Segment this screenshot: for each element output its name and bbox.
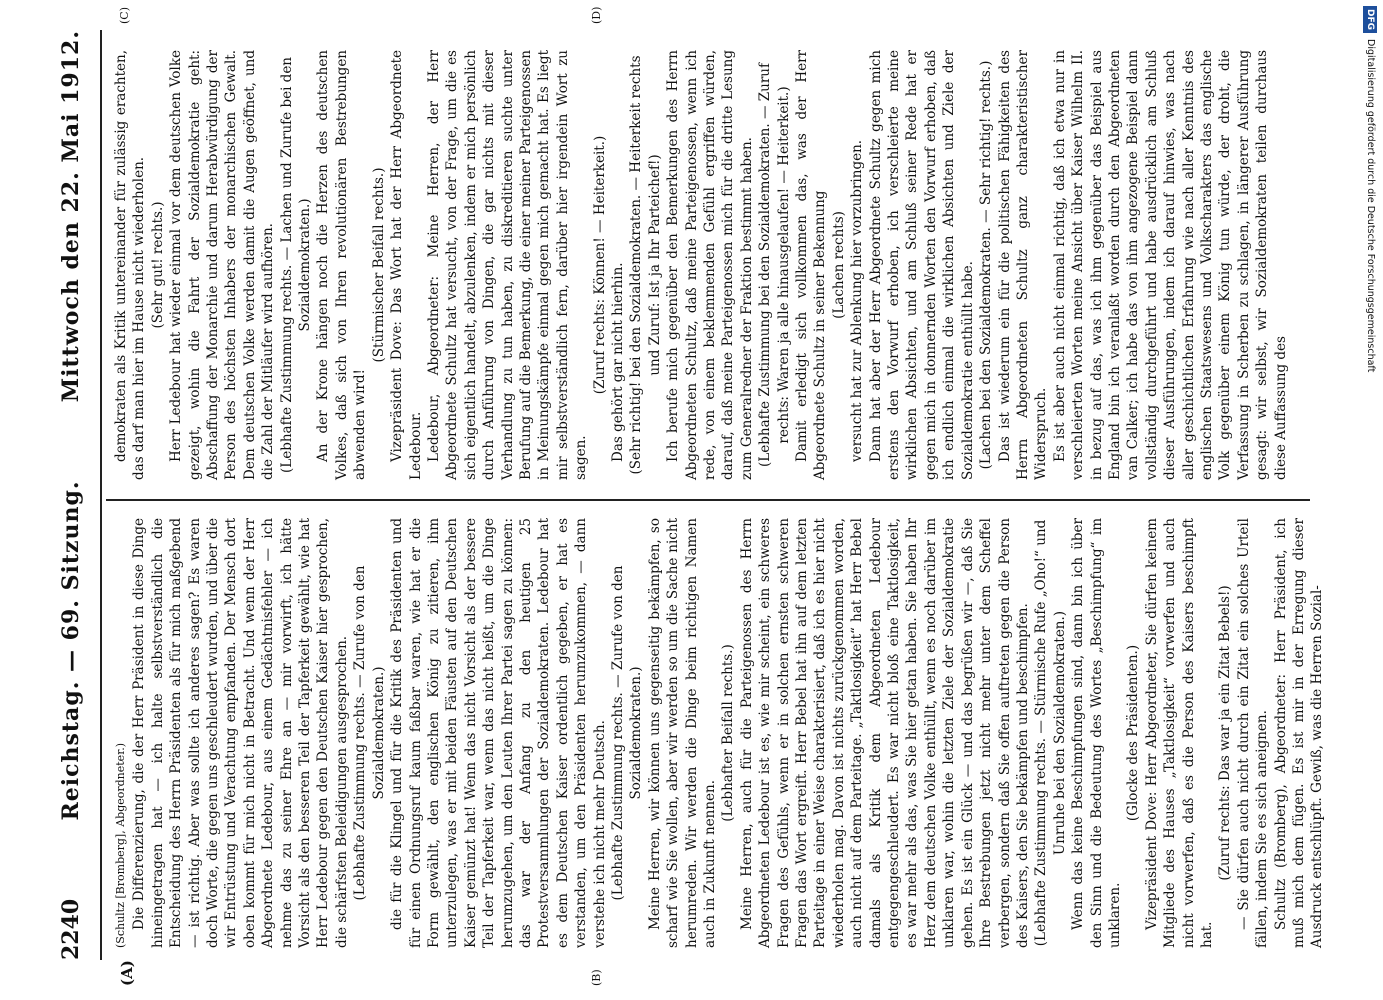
interjection: (Zuruf rechts: Können! — Heiterkeit.) xyxy=(591,135,608,395)
column-divider xyxy=(106,499,1310,501)
margin-mark-d: (D) xyxy=(590,6,603,24)
header-rule xyxy=(100,30,102,960)
interjection: (Lachen bei den Sozialdemokraten. — Sehr richtig! rechts.) xyxy=(978,60,995,470)
right-column xyxy=(112,50,1310,480)
paragraph: Ledebour, Abgeordneter: Meine Herren, der Herr Abgeordnete Schultz hat versucht, von der Frage, um die es sich eigentlich handelt, abzulenken, indem er mich persönlich durch Anführung von Dingen, die gar nichts mit dieser Verhandlung zu tun haben, zu diskreditieren suchte unter Berufung auf die Bemerkung, die einer meiner Parteigenossen in Meinungskämpfe einmal gegen mich gemacht hat. Es liegt mir selbstverständlich fern, darüber hier irgendein Wort zu sagen. xyxy=(425,50,590,480)
page-number: 2240 xyxy=(58,898,84,960)
paragraph: Meine Herren, wir können uns gegenseitig bekämpfen, so scharf wie Sie wollen, aber wir werden so um die Sache nicht herumreden. Wir werden die Dinge beim richtigen Namen auch in Zukunft nennen. xyxy=(646,518,718,948)
interjection: (Lebhafte Zustimmung rechts. — Zurufe von den Sozialdemokraten.) xyxy=(352,565,387,901)
paragraph: Es ist aber auch nicht einmal richtig, daß ich etwa nur in verschleierten Worten meine Ansicht über Kaiser Wilhelm II. in bezug auf das, was ich ihm gegenüber das Beispiel aus England bin ich veranlaßt worden durch den Abgeordneten van Calker; ich habe das von ihm angezogene Beispiel dann vollständig durchgeführt und habe ausdrücklich am Schluß dieser Ausführungen, indem ich darauf hinwies, was nach aller geschichtlichen Erfahrung wie nach aller Kenntnis des englischen Staatswesens und Volkscharakters das englische Volk gegenüber einem König tun würde, der droht, die Verfassung in Scherben zu schlagen, in längerer Ausführung gesagt: wir selbst, wir Sozialdemokraten teilen durchaus diese Auffassung des xyxy=(1051,50,1289,480)
paragraph: Wenn das keine Beschimpfungen sind, dann bin ich über den Sinn und die Bedeutung des Wortes „Beschimpfung“ im unklaren. xyxy=(1070,518,1123,948)
interjection: (Lebhafte Zustimmung rechts. — Zurufe von den Sozialdemokraten.) xyxy=(609,565,645,901)
session-date: Mittwoch den 22. Mai 1912. xyxy=(58,30,84,403)
funding-credit xyxy=(1361,6,1379,996)
paragraph: Das ist wiederum ein für die politischen Fähigkeiten des Herrn Abgeordneten Schultz ganz charakteristischer Widerspruch. xyxy=(996,50,1050,480)
paragraph: die für die Klingel und für die Kritik des Präsidenten und für einen Ordnungsruf kaum faßbar waren, wie hat er die Form gewählt, den englischen König zu zitieren, ihm unterzulegen, was er mit beiden Fäusten auf den Deutschen Kaiser gemünzt hat! Wenn das nicht Vorsicht als der bessere Teil der Tapferkeit war, wenn das nicht heißt, um die Dinge herumzugehen, um den Leuten Ihrer Partei sagen zu können: das war der Anfang zu den heutigen 25 Protestversammlungen der Sozialdemokraten. Ledebour hat es dem Deutschen Kaiser ordentlich gegeben, er hat es verstanden, um den Präsidenten herumzukommen, — dann verstehe ich nicht mehr Deutsch. xyxy=(389,518,608,948)
paragraph: Die Differenzierung, die der Herr Präsident in diese Dinge hineingetragen hat — ich halte selbstverständlich die Entscheidung des Herrn Präsidenten als für mich maßgebend — ist richtig. Aber was sollte ich anderes sagen? Es waren doch Worte, die gegen uns geschleudert wurden, und über die wir Entrüstung und Verachtung empfanden. Der Mensch dort oben kommt für mich nicht in Betracht. Und wenn der Herr Abgeordnete Ledebour, aus einem Gedächtnisfehler — ich nehme das zu seiner Ehre an — mir vorwirft, ich hätte Vorsicht als den besseren Teil der Tapferkeit gewählt, wie hat Herr Ledebour gegen den Deutschen Kaiser hier gesprochen, die schärfsten Beleidigungen ausgesprochen. xyxy=(131,518,350,948)
interjection: (Zuruf rechts: Das war ja ein Zitat Bebels!) xyxy=(1217,585,1234,881)
paragraph: Meine Herren, auch für die Parteigenossen des Herrn Abgeordneten Ledebour ist es, wie mir scheint, ein schweres Fragen des Gefühls, wenn er in solchen ernsten schweren Fragen das Wort ergreift. Herr Bebel hat ihn auf dem letzten Parteitage in einer Weise charakterisiert, daß ich es hier nicht wiederholen mag. Davon ist nichts zurückgenommen worden, auch nicht auf dem Parteitage. „Taktlosigkeit“ hat Herr Bebel damals als Kritik dem Abgeordneten Ledebour entgegengeschleudert. Es war nicht bloß eine Taktlosigkeit, es war mehr als das, was Sie hier getan haben. Sie haben Ihr Herz dem deutschen Volke enthüllt, wenn es noch darüber im unklaren war, wohin die letzten Ziele der Sozialdemokratie gehen. Es ist ein Glück — und das begrüßen wir —, daß Sie Ihre Bestrebungen jetzt nicht mehr unter dem Scheffel verbergen, sondern daß Sie offen auftreten gegen die Person des Kaisers, den Sie bekämpfen und beschimpfen. xyxy=(738,518,1031,948)
paragraph: Schultz (Bromberg), Abgeordneter: Herr Präsident, ich muß mich dem fügen. Es ist mir in der Erregung dieser Ausdruck entschlüpft. Gewiß, was die Herren Sozial- xyxy=(1272,518,1326,948)
paragraph: Das gehört gar nicht hierhin. xyxy=(609,262,626,462)
margin-mark-c: (C) xyxy=(118,7,131,24)
dfg-logo-icon: DFG xyxy=(1363,6,1377,33)
interjection: (Lebhafte Zustimmung rechts. — Lachen und Zurufe bei den Sozialdemokraten.) xyxy=(278,56,314,474)
interjection: (Lebhafte Zustimmung bei den Sozialdemokraten. — Zuruf rechts: Waren ja alle hinausgelaufen! — Heiterkeit.) xyxy=(757,63,792,467)
paragraph: An der Krone hängen noch die Herzen des deutschen Volkes, daß sich von Ihren revolutionären Bestrebungen abwenden wird! xyxy=(315,50,369,480)
interjection: (Sehr gut! rechts.) xyxy=(149,201,166,329)
paragraph: versucht hat zur Ablenkung hier vorzubringen. xyxy=(849,139,866,462)
page-header xyxy=(58,30,98,960)
paragraph: Damit erledigt sich vollkommen das, was der Herr Abgeordnete Schultz in seiner Bekennung xyxy=(794,50,829,480)
paragraph: Dann hat aber der Herr Abgeordnete Schultz gegen mich erstens den Vorwurf erhoben, ich verschleierte meine wirklichen Absichten, und am Schluß seiner Rede hat er gegen mich in donnernden Worten den Vorwurf erhoben, daß ich endlich einmal die wirklichen Absichten und Ziele der Sozialdemokratie enthüllt habe. xyxy=(867,50,976,480)
paragraph: Ich berufe mich gegenüber den Bemerkungen des Herrn Abgeordneten Schultz, daß meine Parteigenossen, wenn ich rede, von einem beklemmenden Gefühl ergriffen würden, darauf, daß meine Parteigenossen mich für die dritte Lesung zum Generalredner der Fraktion bestimmt haben. xyxy=(665,50,755,480)
paragraph: demokraten als Kritik untereinander für zulässig erachten, das darf man hier im Hause nicht wiederholen. xyxy=(113,50,148,480)
interjection: (Glocke des Präsidenten.) xyxy=(1125,644,1142,822)
interjection: (Stürmischer Beifall rechts.) xyxy=(370,167,387,363)
paragraph: Vizepräsident Dove: Das Wort hat der Herr Abgeordnete Ledebour. xyxy=(389,50,424,480)
interjection: (Sehr richtig! bei den Sozialdemokraten. — Heiterkeit rechts und Zuruf: Ist ja Ihr Parteichef!) xyxy=(628,55,663,475)
margin-mark-b: (B) xyxy=(590,969,603,986)
interjection: (Lebhafter Beifall rechts.) xyxy=(720,644,737,822)
paragraph: Herr Ledebour hat wieder einmal vor dem deutschen Volke gezeigt, wohin die Fahrt der Sozialdemokratie geht: Abschaffung der Monarchie und darum Herabwürdigung der Person des höchsten Inhabers der monarchischen Gewalt. Dem deutschen Volke werden damit die Augen geöffnet, und die Zahl der Mitläufer wird aufhören. xyxy=(168,50,277,480)
speaker-note: (Schultz [Bromberg], Abgeordneter.) xyxy=(114,742,127,948)
paragraph: Vizepräsident Dove: Herr Abgeordneter, Sie dürfen keinem Mitgliede des Hauses „Taktlosigkeit“ vorwerfen und auch nicht vorwerfen, daß es die Person des Kaisers beschimpft hat. xyxy=(1143,518,1215,948)
left-column xyxy=(112,518,1326,948)
session-title: Reichstag. — 69. Sitzung. xyxy=(58,480,84,821)
margin-mark-a: (A) xyxy=(118,960,136,986)
interjection: (Lachen rechts) xyxy=(830,211,847,319)
credit-text: Digitalisierung gefördert durch die Deutsche Forschungsgemeinschaft xyxy=(1365,39,1376,373)
paragraph: — Sie dürfen auch nicht durch ein Zitat ein solches Urteil fällen, indem Sie es sich aneignen. xyxy=(1235,518,1271,948)
interjection: (Lebhafte Zustimmung rechts. — Stürmische Rufe „Oho!“ und Unruhe bei den Sozialdemokraten.) xyxy=(1033,519,1068,947)
scanned-page xyxy=(30,0,1340,1000)
